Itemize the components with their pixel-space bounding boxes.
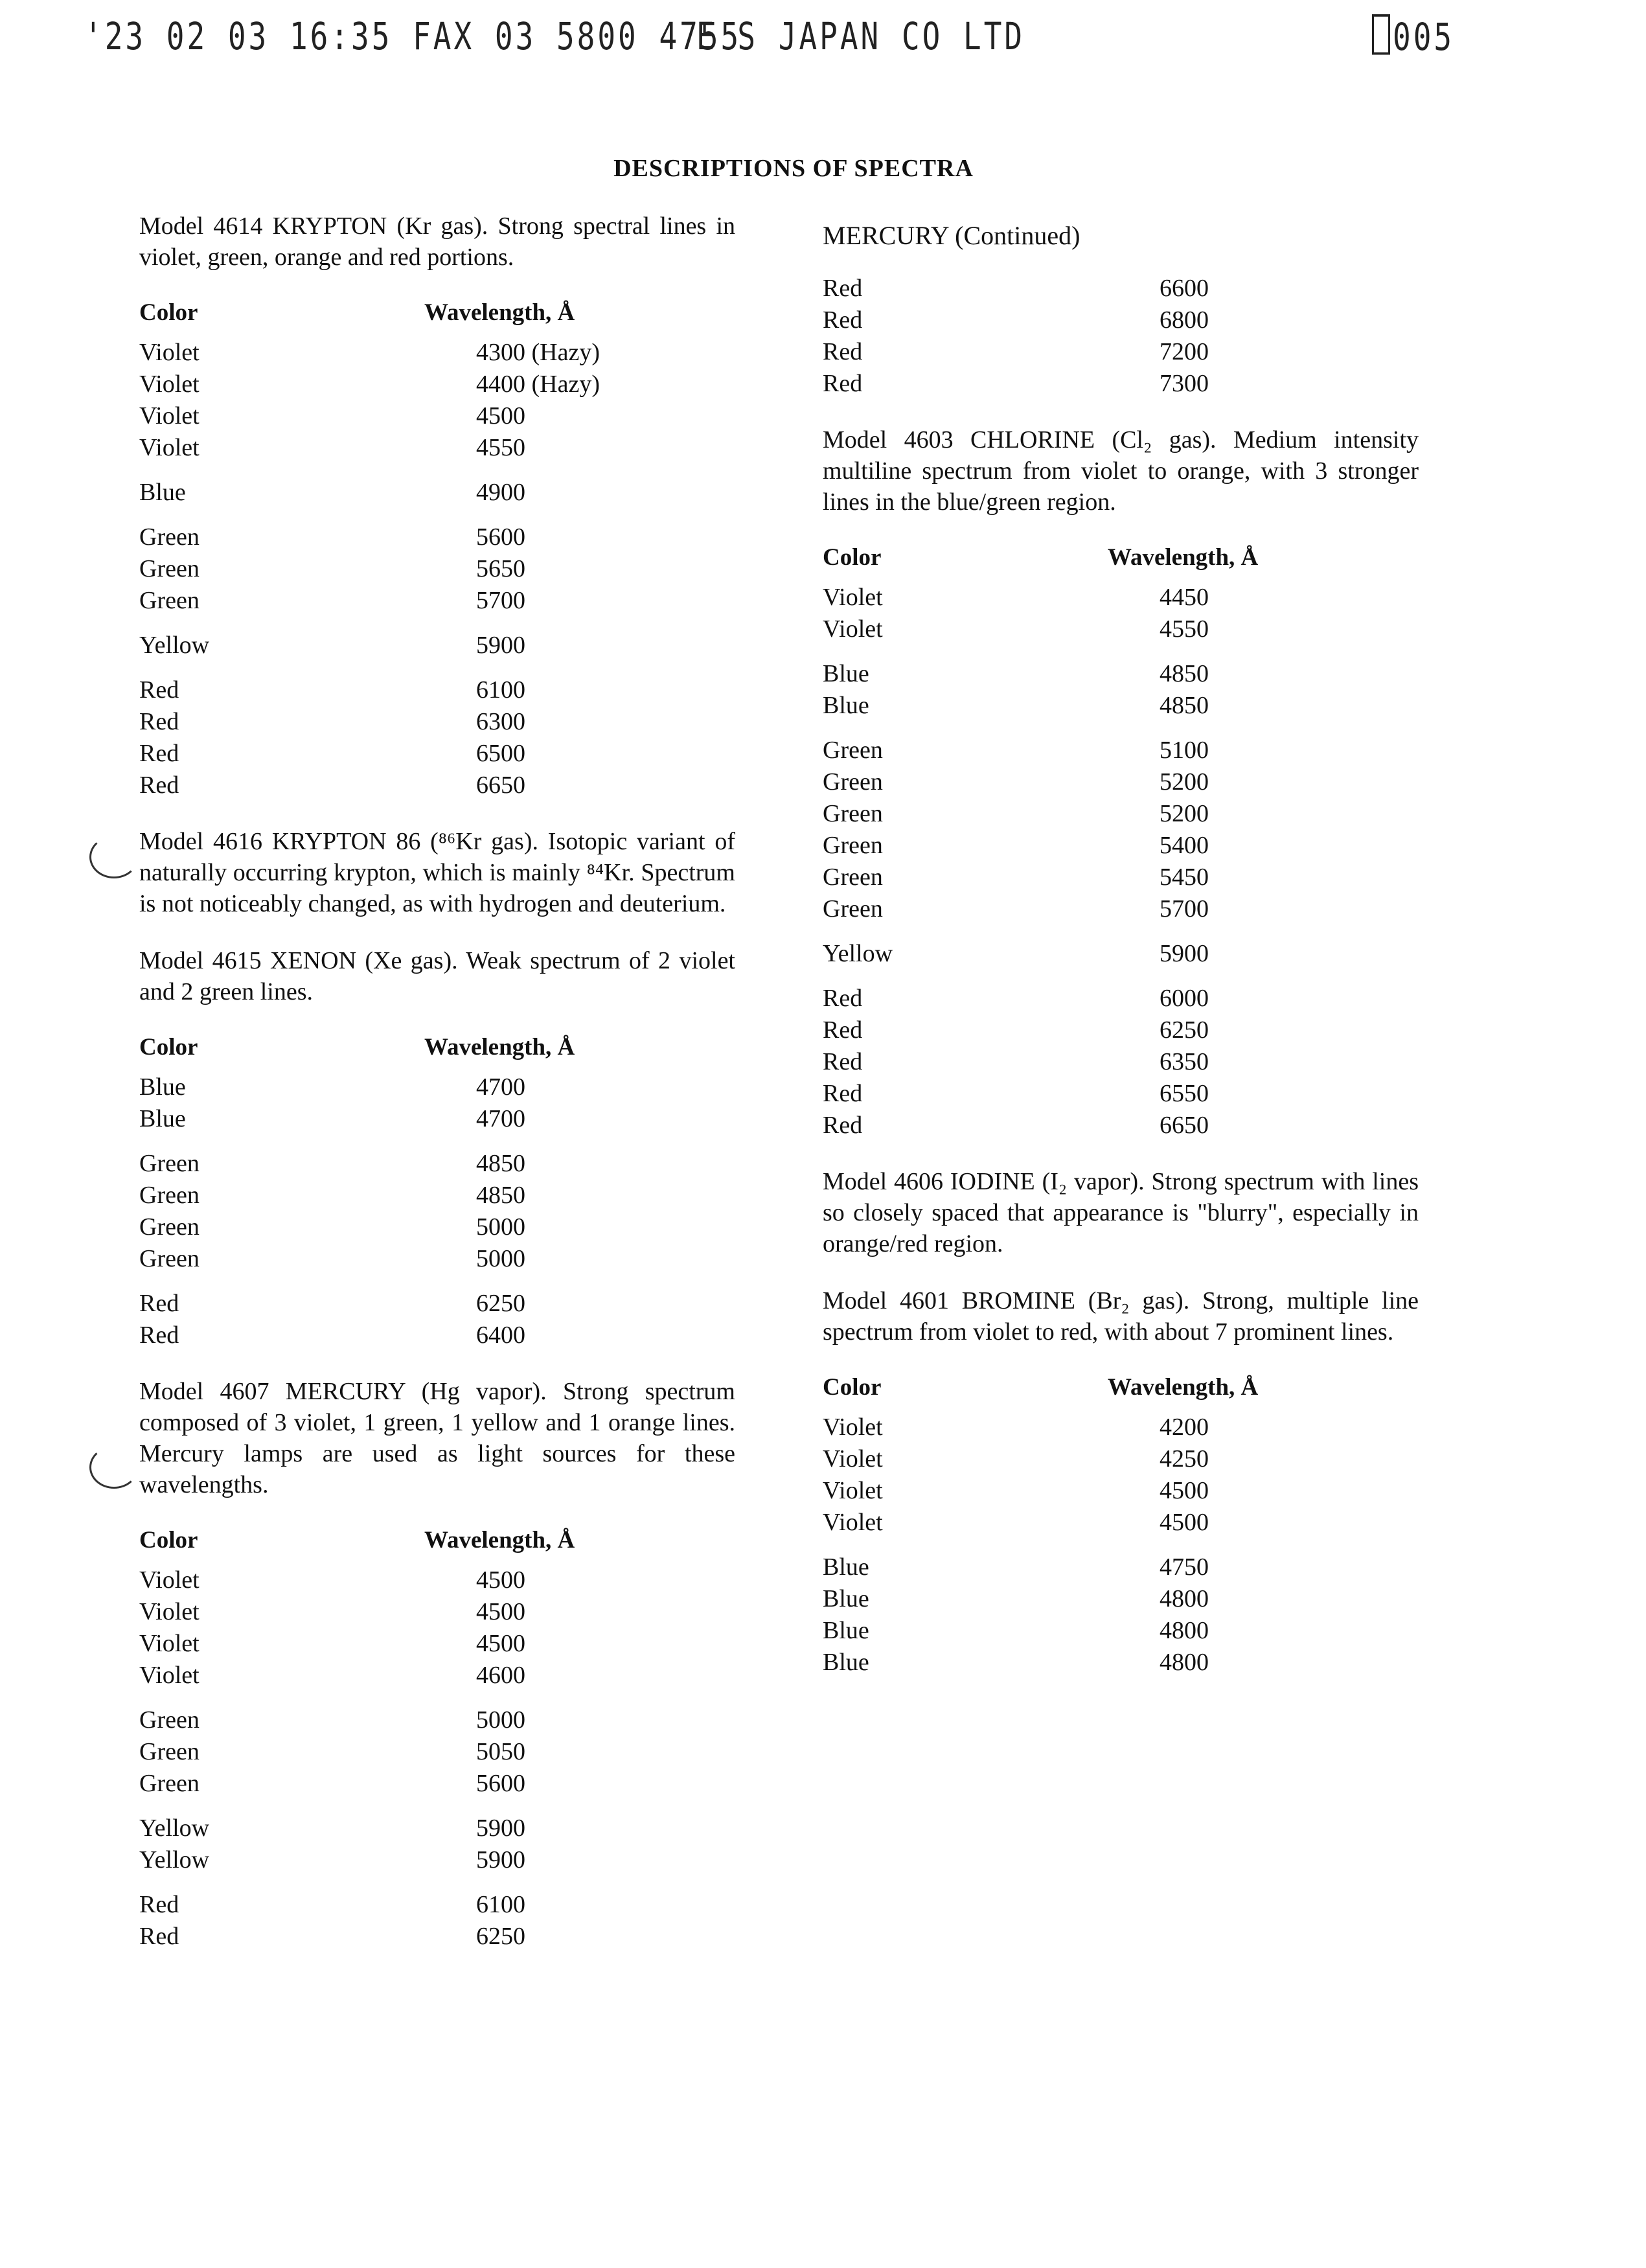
color-cell: Violet [139,1566,200,1594]
color-cell: Blue [823,1617,869,1644]
table-row [139,1213,575,1244]
color-cell: Red [823,1112,863,1139]
table-row [139,739,600,771]
table-row [139,1136,575,1181]
wavelength-cell: 4550 [476,434,525,461]
table-row [139,1693,575,1737]
right-column [823,220,1419,1703]
table-row [139,402,600,433]
table-row [139,1922,575,1954]
table-row [139,707,600,739]
table-row [823,926,1258,971]
wavelength-cell: 5050 [476,1738,525,1765]
table-row [823,895,1258,926]
wavelength-cell: 4200 [1160,1414,1209,1441]
continued-heading: MERCURY (Continued) [823,221,1080,250]
spectrum-table [823,274,1209,401]
wavelength-column-header: Wavelength, Å [424,1034,575,1060]
table-row [139,771,600,803]
color-cell: Green [823,832,883,859]
wavelength-cell: 4250 [1160,1445,1209,1472]
table-row [139,510,600,555]
model-description: Model 4615 XENON (Xe gas). Weak spectrum of 2 violet and 2 green lines. [139,947,735,1005]
table-row [139,1105,575,1136]
color-cell: Violet [823,1445,883,1472]
table-row [823,1413,1258,1445]
model-description: Model 4603 CHLORINE (Cl₂ gas). Medium intensity multiline spectrum from violet to orange, with 3 stronger lines in the blue/green region. [823,426,1419,516]
color-cell: Violet [139,1662,200,1689]
table-row [823,369,1209,401]
spectrum-table [823,544,1258,1143]
wavelength-cell: 4850 [476,1182,525,1209]
color-cell: Blue [139,1073,186,1101]
table-row [139,618,600,663]
table-row [823,647,1258,691]
table-row [139,1598,575,1629]
wavelength-cell: 5000 [476,1245,525,1272]
wavelength-cell: 4500 [1160,1477,1209,1504]
spectrum-table [139,1033,575,1353]
wavelength-cell: 5100 [1160,737,1209,764]
wavelength-cell: 5600 [476,523,525,551]
color-column-header: Color [139,299,198,326]
wavelength-cell: 4600 [476,1662,525,1689]
wavelength-cell: 6000 [1160,985,1209,1012]
wavelength-cell: 4550 [1160,615,1209,643]
wavelength-cell: 6800 [1160,306,1209,334]
table-row [139,338,600,370]
color-cell: Green [139,1213,200,1241]
color-cell: Blue [139,479,186,506]
table-row [139,465,600,510]
table-row [139,1566,575,1598]
wavelength-cell: 5200 [1160,768,1209,796]
color-cell: Blue [823,692,869,719]
fax-page-number: 005 [1393,15,1455,59]
wavelength-cell: 4500 [476,402,525,430]
color-cell: Red [823,1080,863,1107]
model-description: Model 4616 KRYPTON 86 (⁸⁶Kr gas). Isotopic variant of naturally occurring krypton, which is mainly ⁸⁴Kr. Spectrum is not noticeably changed, as with hydrogen and deuterium. [139,828,735,917]
wavelength-cell: 5000 [476,1706,525,1734]
color-cell: Green [139,523,200,551]
fax-header-center: E S JAPAN CO LTD [696,14,1025,58]
color-cell: Blue [823,660,869,687]
table-row [139,1321,575,1353]
wavelength-cell: 5900 [1160,940,1209,967]
wavelength-cell: 4900 [476,479,525,506]
page-title: DESCRIPTIONS OF SPECTRA [613,155,974,182]
wavelength-cell: 6500 [476,740,525,767]
model-description: Model 4601 BROMINE (Br₂ gas). Strong, multiple line spectrum from violet to red, with about 7 prominent lines. [823,1287,1419,1346]
color-cell: Violet [823,615,883,643]
wavelength-cell: 5700 [1160,895,1209,922]
table-row [823,1648,1258,1680]
color-cell: Blue [823,1649,869,1676]
wavelength-cell: 4800 [1160,1617,1209,1644]
table-row [139,1276,575,1321]
wavelength-cell: 5600 [476,1770,525,1797]
wavelength-cell: 6650 [476,772,525,799]
table-row [823,831,1258,863]
wavelength-cell: 4500 [476,1630,525,1657]
wavelength-cell: 6400 [476,1322,525,1349]
hole-punch-mark-icon [89,836,139,878]
wavelength-cell: 5900 [476,632,525,659]
wavelength-cell: 4700 [476,1105,525,1132]
wavelength-column-header: Wavelength, Å [424,1527,575,1553]
fax-page-box-icon [1372,14,1390,55]
color-cell: Green [823,768,883,796]
table-row [823,1016,1258,1048]
table-row [823,1540,1258,1585]
model-description: Model 4614 KRYPTON (Kr gas). Strong spectral lines in violet, green, orange and red portions. [139,212,735,271]
color-cell: Violet [823,1509,883,1536]
color-cell: Yellow [139,1846,210,1873]
wavelength-cell: 6250 [476,1290,525,1317]
model-description: Model 4607 MERCURY (Hg vapor). Strong spectrum composed of 3 violet, 1 green, 1 yellow and 1 orange lines. Mercury lamps are used as light sources for these wavelengths. [139,1378,735,1498]
color-cell: Green [139,1706,200,1734]
wavelength-cell: 6550 [1160,1080,1209,1107]
wavelength-cell: 4850 [1160,660,1209,687]
color-cell: Green [139,1770,200,1797]
wavelength-cell: 6650 [1160,1112,1209,1139]
color-cell: Red [139,1891,179,1918]
table-row [823,306,1209,338]
table-row [823,691,1258,723]
table-row [139,1769,575,1801]
color-cell: Green [139,1738,200,1765]
table-row [139,433,600,465]
table-row [139,663,600,707]
color-cell: Violet [139,1630,200,1657]
color-cell: Violet [823,1414,883,1441]
wavelength-cell: 7200 [1160,338,1209,365]
wavelength-cell: 4300 (Hazy) [476,339,600,366]
color-cell: Green [139,1182,200,1209]
table-row [823,274,1209,306]
table-row [823,1048,1258,1079]
color-cell: Yellow [139,1815,210,1842]
color-cell: Violet [823,584,883,611]
table-row [823,583,1258,615]
table-row [823,1585,1258,1616]
model-description: Model 4606 IODINE (I₂ vapor). Strong spectrum with lines so closely spaced that appearance is "blurry", especially in orange/red region. [823,1168,1419,1257]
color-column-header: Color [823,1374,882,1401]
color-cell: Red [823,306,863,334]
color-column-header: Color [139,1034,198,1060]
color-cell: Violet [823,1477,883,1504]
color-cell: Violet [139,1598,200,1625]
wavelength-column-header: Wavelength, Å [1108,1374,1259,1401]
table-row [139,1877,575,1922]
fax-header-left: '23 02 03 16:35 FAX 03 5800 4755 [84,14,742,58]
wavelength-cell: 4750 [1160,1553,1209,1581]
wavelength-cell: 4700 [476,1073,525,1101]
table-row [823,1445,1258,1476]
wavelength-cell: 5900 [476,1815,525,1842]
color-cell: Green [823,800,883,827]
wavelength-cell: 6100 [476,1891,525,1918]
wavelength-cell: 4850 [476,1150,525,1177]
color-cell: Red [139,772,179,799]
color-cell: Red [823,275,863,302]
color-cell: Violet [139,434,200,461]
color-column-header: Color [139,1527,198,1553]
wavelength-cell: 4500 [476,1566,525,1594]
table-row [139,1801,575,1846]
color-column-header: Color [823,544,882,571]
wavelength-cell: 6100 [476,676,525,704]
wavelength-cell: 4450 [1160,584,1209,611]
color-cell: Green [823,895,883,922]
wavelength-cell: 6300 [476,708,525,735]
wavelength-cell: 5200 [1160,800,1209,827]
table-row [823,768,1258,799]
table-row [139,1846,575,1877]
wavelength-column-header: Wavelength, Å [424,299,575,326]
color-cell: Red [823,338,863,365]
color-cell: Blue [823,1585,869,1612]
wavelength-cell: 6250 [476,1923,525,1950]
color-cell: Red [139,676,179,704]
table-row [139,586,600,618]
color-cell: Yellow [823,940,893,967]
wavelength-cell: 6350 [1160,1048,1209,1075]
table-row [823,1616,1258,1648]
color-cell: Red [823,1016,863,1044]
color-cell: Green [823,864,883,891]
color-cell: Red [139,1923,179,1950]
table-row [139,1073,575,1105]
table-row [823,863,1258,895]
color-cell: Green [139,1150,200,1177]
table-row [823,1111,1258,1143]
wavelength-cell: 4850 [1160,692,1209,719]
table-row [823,338,1209,369]
wavelength-cell: 4500 [1160,1509,1209,1536]
color-cell: Yellow [139,632,210,659]
color-cell: Green [139,1245,200,1272]
table-row [823,723,1258,768]
table-row [823,1079,1258,1111]
spectrum-table [139,299,600,803]
wavelength-cell: 4400 (Hazy) [476,371,600,398]
table-row [139,1661,575,1693]
wavelength-cell: 5000 [476,1213,525,1241]
wavelength-cell: 5450 [1160,864,1209,891]
spectrum-table [139,1526,575,1954]
table-row [139,1737,575,1769]
wavelength-cell: 5900 [476,1846,525,1873]
table-row [823,1508,1258,1540]
color-cell: Green [139,555,200,582]
table-row [139,1629,575,1661]
color-cell: Red [139,1290,179,1317]
color-cell: Red [139,708,179,735]
wavelength-cell: 5700 [476,587,525,614]
wavelength-cell: 7300 [1160,370,1209,397]
table-row [139,1244,575,1276]
wavelength-column-header: Wavelength, Å [1108,544,1259,571]
table-row [823,799,1258,831]
fax-header-right [1372,14,1454,59]
color-cell: Red [823,370,863,397]
table-row [823,615,1258,647]
color-cell: Blue [823,1553,869,1581]
wavelength-cell: 4800 [1160,1649,1209,1676]
left-column [139,211,735,1977]
spectrum-table [823,1373,1258,1680]
color-cell: Green [139,587,200,614]
hole-punch-mark-icon [89,1446,139,1489]
color-cell: Violet [139,339,200,366]
color-cell: Blue [139,1105,186,1132]
color-cell: Red [139,1322,179,1349]
wavelength-cell: 5650 [476,555,525,582]
wavelength-cell: 6600 [1160,275,1209,302]
table-row [139,555,600,586]
wavelength-cell: 5400 [1160,832,1209,859]
wavelength-cell: 6250 [1160,1016,1209,1044]
color-cell: Green [823,737,883,764]
table-row [139,1181,575,1213]
wavelength-cell: 4500 [476,1598,525,1625]
table-row [139,370,600,402]
wavelength-cell: 4800 [1160,1585,1209,1612]
table-row [823,1476,1258,1508]
color-cell: Violet [139,402,200,430]
color-cell: Red [823,1048,863,1075]
color-cell: Violet [139,371,200,398]
table-row [823,971,1258,1016]
color-cell: Red [139,740,179,767]
color-cell: Red [823,985,863,1012]
